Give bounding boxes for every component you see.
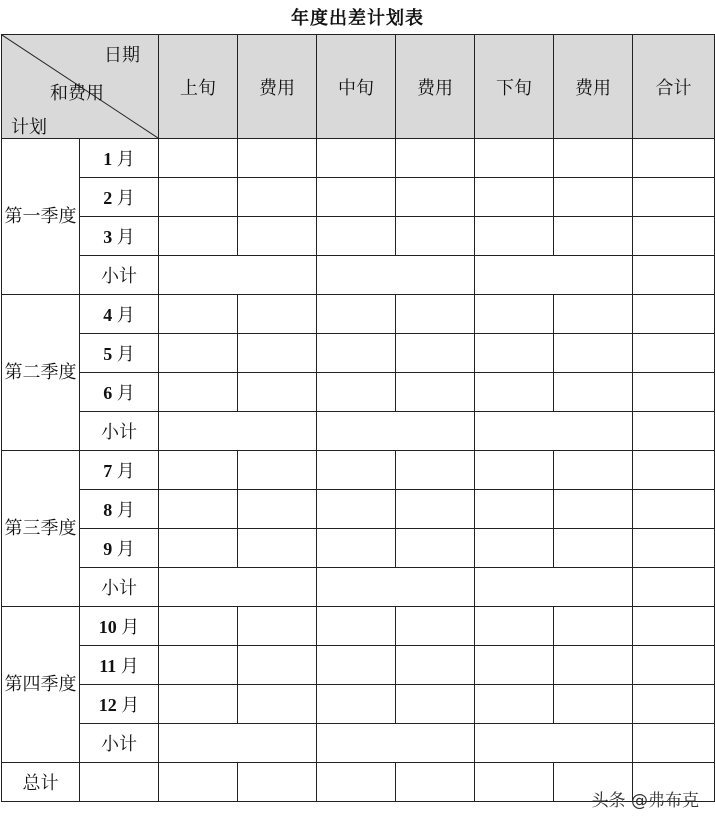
month-unit: 月: [116, 344, 135, 364]
entry-cell[interactable]: [238, 607, 317, 646]
entry-cell[interactable]: [159, 217, 238, 256]
total-cell[interactable]: [317, 763, 396, 802]
entry-cell[interactable]: [475, 451, 554, 490]
entry-cell[interactable]: [159, 178, 238, 217]
month-number: 5: [103, 344, 113, 364]
quarter-label: 第二季度: [2, 295, 80, 451]
total-cell[interactable]: [396, 763, 475, 802]
month-number: 9: [103, 539, 113, 559]
entry-cell[interactable]: [554, 139, 633, 178]
table-row: [2, 607, 715, 646]
month-unit: 月: [116, 539, 135, 559]
entry-cell[interactable]: [238, 646, 317, 685]
entry-cell[interactable]: [238, 490, 317, 529]
month-number: 1: [103, 149, 113, 169]
entry-cell[interactable]: [554, 373, 633, 412]
entry-cell[interactable]: [633, 490, 715, 529]
entry-cell[interactable]: [317, 607, 396, 646]
entry-cell[interactable]: [633, 451, 715, 490]
month-unit: 月: [116, 500, 135, 520]
entry-cell[interactable]: [633, 685, 715, 724]
subtotal-label: 小计: [80, 256, 159, 295]
month-label: [80, 295, 159, 334]
entry-cell[interactable]: [633, 373, 715, 412]
diagonal-label-plan: 计划: [11, 117, 47, 138]
month-label: [80, 139, 159, 178]
subtotal-cell-first[interactable]: [159, 568, 317, 607]
header-row: [2, 35, 715, 139]
entry-cell[interactable]: [633, 217, 715, 256]
entry-cell[interactable]: [633, 334, 715, 373]
month-unit: 月: [120, 656, 139, 676]
table-row: [2, 451, 715, 490]
header-middle-ten-days: 中旬: [317, 35, 396, 139]
entry-cell[interactable]: [238, 139, 317, 178]
month-number: 2: [103, 188, 113, 208]
table-row: [2, 490, 715, 529]
subtotal-cell-middle[interactable]: [317, 256, 475, 295]
entry-cell[interactable]: [475, 334, 554, 373]
entry-cell[interactable]: [396, 217, 475, 256]
diagonal-header-cell: [2, 35, 159, 139]
month-unit: 月: [116, 227, 135, 247]
entry-cell[interactable]: [159, 607, 238, 646]
entry-cell[interactable]: [554, 178, 633, 217]
subtotal-cell-total[interactable]: [633, 568, 715, 607]
entry-cell[interactable]: [633, 607, 715, 646]
month-number: 8: [103, 500, 113, 520]
entry-cell[interactable]: [238, 178, 317, 217]
table-row: [2, 373, 715, 412]
entry-cell[interactable]: [317, 178, 396, 217]
entry-cell[interactable]: [238, 685, 317, 724]
entry-cell[interactable]: [159, 646, 238, 685]
subtotal-row: [2, 568, 715, 607]
entry-cell[interactable]: [396, 373, 475, 412]
travel-plan-table: [1, 34, 715, 802]
table-row: [2, 529, 715, 568]
document-title: 年度出差计划表: [291, 8, 424, 29]
entry-cell[interactable]: [633, 646, 715, 685]
subtotal-cell-total[interactable]: [633, 256, 715, 295]
entry-cell[interactable]: [475, 178, 554, 217]
entry-cell[interactable]: [554, 217, 633, 256]
entry-cell[interactable]: [633, 529, 715, 568]
month-label: [80, 334, 159, 373]
entry-cell[interactable]: [475, 490, 554, 529]
header-fee-3: 费用: [554, 35, 633, 139]
subtotal-cell-middle[interactable]: [317, 568, 475, 607]
subtotal-cell-last[interactable]: [475, 256, 633, 295]
entry-cell[interactable]: [238, 529, 317, 568]
entry-cell[interactable]: [238, 295, 317, 334]
quarter-label: 第四季度: [2, 607, 80, 763]
total-label: 总计: [2, 763, 80, 802]
header-fee-2: 费用: [396, 35, 475, 139]
entry-cell[interactable]: [317, 373, 396, 412]
entry-cell[interactable]: [238, 451, 317, 490]
table-row: [2, 334, 715, 373]
subtotal-cell-last[interactable]: [475, 412, 633, 451]
total-cell[interactable]: [475, 763, 554, 802]
month-unit: 月: [116, 305, 135, 325]
entry-cell[interactable]: [475, 217, 554, 256]
month-label: [80, 490, 159, 529]
subtotal-row: [2, 412, 715, 451]
entry-cell[interactable]: [554, 607, 633, 646]
entry-cell[interactable]: [554, 685, 633, 724]
entry-cell[interactable]: [317, 646, 396, 685]
entry-cell[interactable]: [554, 490, 633, 529]
subtotal-row: [2, 724, 715, 763]
subtotal-label: 小计: [80, 412, 159, 451]
month-label: [80, 451, 159, 490]
entry-cell[interactable]: [159, 451, 238, 490]
entry-cell[interactable]: [159, 373, 238, 412]
entry-cell[interactable]: [396, 529, 475, 568]
month-label: [80, 217, 159, 256]
month-number: 10: [98, 617, 117, 637]
subtotal-row: [2, 256, 715, 295]
month-label: [80, 685, 159, 724]
entry-cell[interactable]: [159, 529, 238, 568]
month-number: 11: [99, 656, 117, 676]
entry-cell[interactable]: [238, 217, 317, 256]
entry-cell[interactable]: [396, 490, 475, 529]
entry-cell[interactable]: [238, 373, 317, 412]
header-total: 合计: [633, 35, 715, 139]
entry-cell[interactable]: [396, 451, 475, 490]
entry-cell[interactable]: [475, 646, 554, 685]
entry-cell[interactable]: [554, 295, 633, 334]
entry-cell[interactable]: [475, 685, 554, 724]
entry-cell[interactable]: [159, 490, 238, 529]
entry-cell[interactable]: [159, 139, 238, 178]
table-row: [2, 646, 715, 685]
quarter-label: 第一季度: [2, 139, 80, 295]
month-unit: 月: [116, 383, 135, 403]
entry-cell[interactable]: [554, 646, 633, 685]
entry-cell[interactable]: [317, 529, 396, 568]
month-label: [80, 178, 159, 217]
entry-cell[interactable]: [396, 178, 475, 217]
entry-cell[interactable]: [396, 685, 475, 724]
entry-cell[interactable]: [475, 529, 554, 568]
entry-cell[interactable]: [159, 334, 238, 373]
entry-cell[interactable]: [554, 451, 633, 490]
subtotal-cell-last[interactable]: [475, 724, 633, 763]
watermark: 头条 @弗布克: [591, 791, 699, 811]
month-label: [80, 373, 159, 412]
header-fee-1: 费用: [238, 35, 317, 139]
entry-cell[interactable]: [317, 685, 396, 724]
quarter-label: 第三季度: [2, 451, 80, 607]
month-unit: 月: [121, 617, 140, 637]
entry-cell[interactable]: [633, 295, 715, 334]
entry-cell[interactable]: [396, 139, 475, 178]
table-row: [2, 139, 715, 178]
total-cell[interactable]: [238, 763, 317, 802]
entry-cell[interactable]: [159, 295, 238, 334]
header-last-ten-days: 下旬: [475, 35, 554, 139]
table-row: [2, 685, 715, 724]
table-row: [2, 217, 715, 256]
entry-cell[interactable]: [396, 607, 475, 646]
month-number: 6: [103, 383, 113, 403]
subtotal-cell-total[interactable]: [633, 724, 715, 763]
month-unit: 月: [116, 149, 135, 169]
entry-cell[interactable]: [396, 295, 475, 334]
entry-cell[interactable]: [396, 646, 475, 685]
entry-cell[interactable]: [317, 451, 396, 490]
entry-cell[interactable]: [317, 295, 396, 334]
entry-cell[interactable]: [317, 490, 396, 529]
total-cell[interactable]: [80, 763, 159, 802]
diagonal-label-fee: 和费用: [50, 83, 104, 104]
subtotal-cell-first[interactable]: [159, 412, 317, 451]
subtotal-label: 小计: [80, 724, 159, 763]
month-unit: 月: [121, 695, 140, 715]
entry-cell[interactable]: [396, 334, 475, 373]
entry-cell[interactable]: [238, 334, 317, 373]
month-number: 7: [103, 461, 113, 481]
total-cell[interactable]: [159, 763, 238, 802]
entry-cell[interactable]: [317, 334, 396, 373]
month-unit: 月: [116, 461, 135, 481]
diagonal-label-date: 日期: [104, 45, 140, 66]
entry-cell[interactable]: [159, 685, 238, 724]
subtotal-cell-first[interactable]: [159, 256, 317, 295]
entry-cell[interactable]: [633, 178, 715, 217]
subtotal-label: 小计: [80, 568, 159, 607]
table-row: [2, 295, 715, 334]
entry-cell[interactable]: [554, 529, 633, 568]
entry-cell[interactable]: [554, 334, 633, 373]
header-first-ten-days: 上旬: [159, 35, 238, 139]
subtotal-cell-first[interactable]: [159, 724, 317, 763]
entry-cell[interactable]: [475, 139, 554, 178]
entry-cell[interactable]: [475, 295, 554, 334]
entry-cell[interactable]: [475, 607, 554, 646]
month-label: [80, 607, 159, 646]
entry-cell[interactable]: [633, 139, 715, 178]
subtotal-cell-total[interactable]: [633, 412, 715, 451]
month-unit: 月: [116, 188, 135, 208]
table-row: [2, 178, 715, 217]
month-number: 12: [98, 695, 117, 715]
entry-cell[interactable]: [317, 217, 396, 256]
entry-cell[interactable]: [475, 373, 554, 412]
month-label: [80, 646, 159, 685]
month-number: 4: [103, 305, 113, 325]
subtotal-cell-middle[interactable]: [317, 724, 475, 763]
subtotal-cell-last[interactable]: [475, 568, 633, 607]
month-label: [80, 529, 159, 568]
entry-cell[interactable]: [317, 139, 396, 178]
month-number: 3: [103, 227, 113, 247]
subtotal-cell-middle[interactable]: [317, 412, 475, 451]
